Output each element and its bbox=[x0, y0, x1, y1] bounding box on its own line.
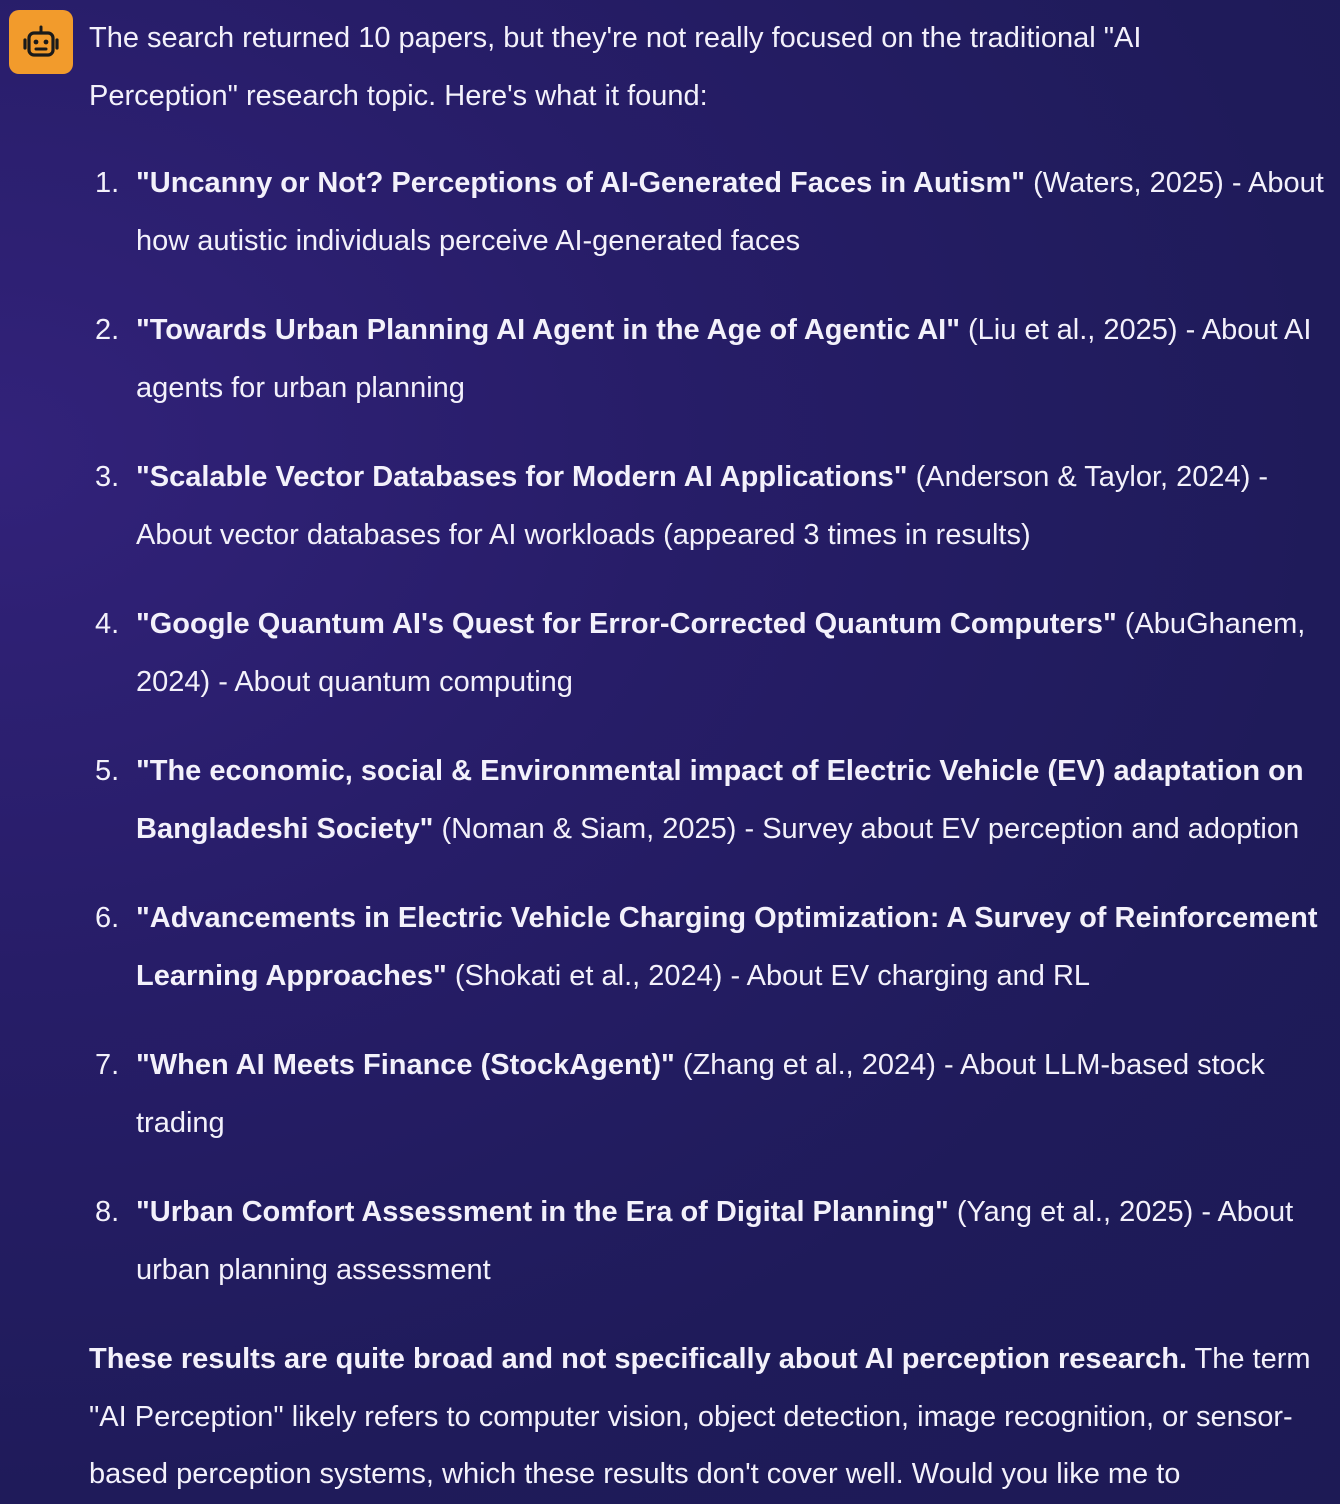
list-number: 8. bbox=[95, 1196, 120, 1228]
paper-title: "Towards Urban Planning AI Agent in the Age of Agentic AI" bbox=[136, 314, 960, 346]
list-item bbox=[89, 1037, 1329, 1152]
assistant-avatar bbox=[9, 10, 73, 74]
paper-title: "Urban Comfort Assessment in the Era of Digital Planning" bbox=[136, 1196, 949, 1228]
paper-detail: (Yang et al., 2025) - About urban planning assessment bbox=[136, 1196, 1294, 1286]
list-number: 2. bbox=[95, 314, 120, 346]
robot-icon bbox=[21, 22, 61, 62]
paper-detail: (Liu et al., 2025) - About AI agents for urban planning bbox=[136, 314, 1312, 404]
paper-title: "Google Quantum AI's Quest for Error-Corrected Quantum Computers" bbox=[136, 608, 1117, 640]
closing-bold-text: These results are quite broad and not specifically about AI perception research. bbox=[89, 1343, 1188, 1375]
paper-detail: (AbuGhanem, 2024) - About quantum computing bbox=[136, 608, 1306, 698]
list-number: 3. bbox=[95, 461, 120, 493]
paper-title: "The economic, social & Environmental impact of Electric Vehicle (EV) adaptation on Bangladeshi Society" bbox=[136, 755, 1304, 845]
paper-detail: (Waters, 2025) - About how autistic individuals perceive AI-generated faces bbox=[136, 167, 1324, 257]
results-list bbox=[89, 155, 1329, 1299]
list-item bbox=[89, 155, 1329, 270]
list-number: 7. bbox=[95, 1049, 120, 1081]
paper-detail: (Noman & Siam, 2025) - Survey about EV perception and adoption bbox=[433, 812, 1300, 845]
paper-detail: (Shokati et al., 2024) - About EV charging and RL bbox=[446, 959, 1091, 992]
paper-title: "When AI Meets Finance (StockAgent)" bbox=[136, 1049, 675, 1081]
list-number: 5. bbox=[95, 755, 120, 787]
paper-title: "Uncanny or Not? Perceptions of AI-Generated Faces in Autism" bbox=[136, 167, 1026, 199]
list-item bbox=[89, 743, 1329, 858]
list-item bbox=[89, 890, 1329, 1005]
list-number: 4. bbox=[95, 608, 120, 640]
paper-title: "Advancements in Electric Vehicle Charging Optimization: A Survey of Reinforcement Learning Approaches" bbox=[136, 902, 1318, 992]
closing-paragraph bbox=[89, 1331, 1329, 1504]
list-item bbox=[89, 302, 1329, 417]
list-item bbox=[89, 596, 1329, 711]
paper-detail: (Anderson & Taylor, 2024) - About vector databases for AI workloads (appeared 3 times in results) bbox=[136, 461, 1269, 551]
list-item bbox=[89, 1184, 1329, 1299]
paper-title: "Scalable Vector Databases for Modern AI Applications" bbox=[136, 461, 908, 493]
assistant-message bbox=[89, 10, 1329, 1504]
list-item bbox=[89, 449, 1329, 564]
intro-text: The search returned 10 papers, but they're not really focused on the traditional "AI Perception" research topic. Here's what it found: bbox=[89, 22, 1142, 112]
list-number: 1. bbox=[95, 167, 120, 199]
paper-detail: (Zhang et al., 2024) - About LLM-based stock trading bbox=[136, 1049, 1265, 1139]
list-number: 6. bbox=[95, 902, 120, 934]
closing-text: The term "AI Perception" likely refers to computer vision, object detection, image recognition, or sensor-based perception systems, which these results don't cover well. Would you like me to bbox=[89, 1343, 1311, 1490]
